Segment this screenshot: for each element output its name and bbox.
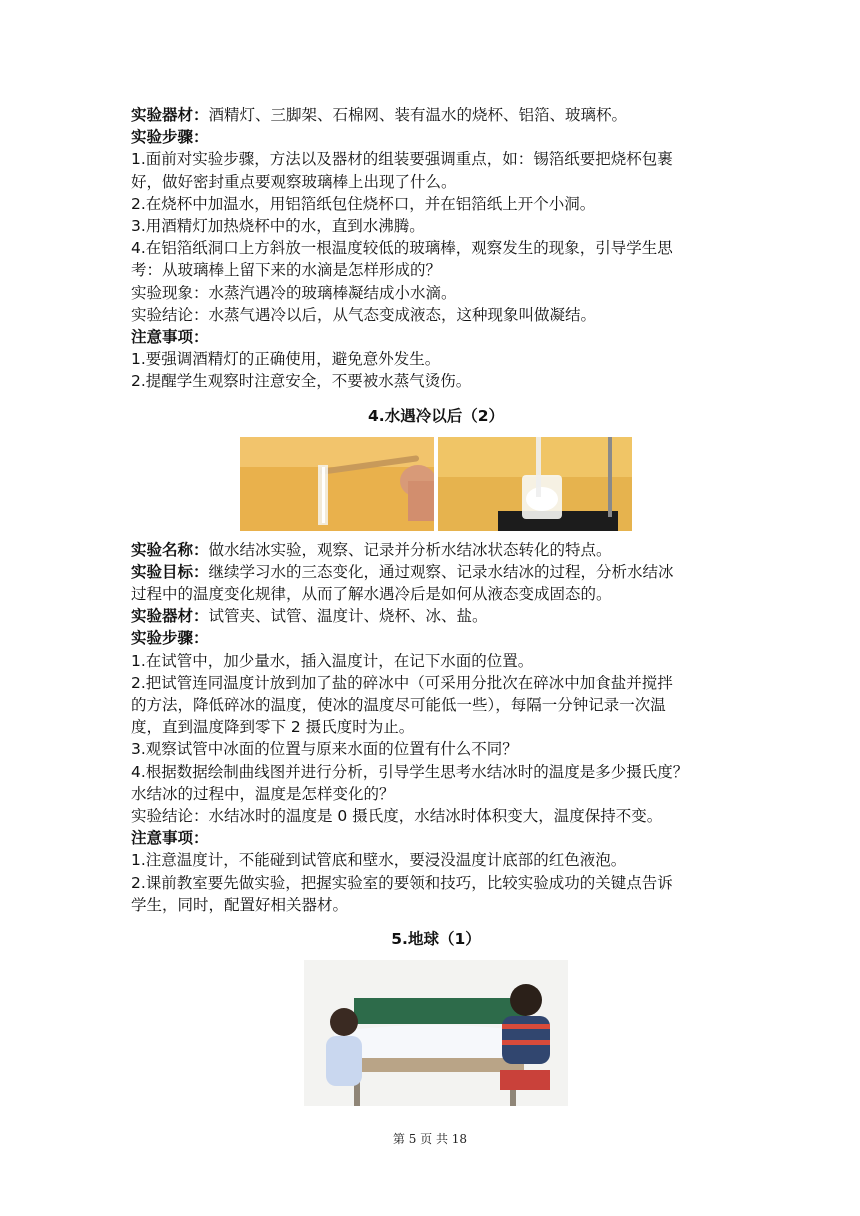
equipment-label: 实验器材：: [131, 106, 209, 124]
test-tube-photo: [240, 437, 434, 531]
step-line: 4.在铝箔纸洞口上方斜放一根温度较低的玻璃棒，观察发生的现象，引导学生思: [131, 239, 673, 258]
note-line: 学生，同时，配置好相关器材。: [131, 895, 349, 914]
step-line: 1.在试管中，加少量水，插入温度计，在记下水面的位置。: [131, 651, 534, 670]
goal-text: 继续学习水的三态变化，通过观察、记录水结冰的过程，分析水结冰: [208, 562, 674, 581]
section-title: 5.地球（1）: [391, 930, 481, 949]
conclusion-line: 实验结论：水结冰时的温度是 0 摄氏度，水结冰时体积变大，温度保持不变。: [131, 807, 663, 826]
photo-row: [131, 437, 741, 531]
equipment-line: [131, 104, 741, 126]
beaker-photo: [438, 437, 632, 531]
page-footer: 第 5 页 共 18: [392, 1132, 468, 1146]
step-line: 2.在烧杯中加温水，用铝箔纸包住烧杯口，并在铝箔纸上开个小洞。: [131, 194, 596, 213]
step-line: 4.根据数据绘制曲线图并进行分析，引导学生思考水结冰时的温度是多少摄氏度？: [131, 762, 689, 781]
step-line: 2.把试管连同温度计放到加了盐的碎冰中（可采用分批次在碎冰中加食盐并搅拌: [131, 673, 673, 692]
step-line: 3.观察试管中冰面的位置与原来水面的位置有什么不同？: [131, 740, 518, 759]
conclusion-line: 实验结论：水蒸气遇冷以后，从气态变成液态，这种现象叫做凝结。: [131, 305, 597, 324]
note-line: 2.提醒学生观察时注意安全，不要被水蒸气烫伤。: [131, 372, 472, 391]
phenomenon-line: 实验现象：水蒸汽遇冷的玻璃棒凝结成小水滴。: [131, 283, 457, 302]
earth-model-photo: [304, 960, 568, 1106]
section-title: 4.水遇冷以后（2）: [368, 406, 504, 425]
note-line: 1.注意温度计，不能碰到试管底和壁水，要浸没温度计底部的红色液泡。: [131, 851, 627, 870]
experiment-name-text: 做水结冰实验，观察、记录并分析水结冰状态转化的特点。: [208, 540, 612, 559]
goal-line-cont: 过程中的温度变化规律，从而了解水遇冷后是如何从液态变成固态的。: [131, 585, 612, 604]
page-content: [131, 104, 741, 1114]
step-line: 3.用酒精灯加热烧杯中的水，直到水沸腾。: [131, 217, 425, 236]
goal-line: [131, 561, 741, 583]
step-line: 好，做好密封重点要观察玻璃棒上出现了什么。: [131, 172, 457, 191]
step-line: 水结冰的过程中，温度是怎样变化的？: [131, 784, 395, 803]
equipment-line: [131, 605, 741, 627]
equipment-text: 试管夹、试管、温度计、烧杯、冰、盐。: [208, 607, 488, 626]
goal-label: 实验目标：: [131, 562, 209, 581]
experiment-name-label: 实验名称：: [131, 540, 209, 559]
experiment-name-line: [131, 539, 741, 561]
notes-label: 注意事项：: [131, 328, 209, 347]
step-line: 的方法，降低碎冰的温度，使冰的温度尽可能低一些），每隔一分钟记录一次温: [131, 696, 666, 715]
equipment-text: 酒精灯、三脚架、石棉网、装有温水的烧杯、铝箔、玻璃杯。: [208, 106, 628, 124]
step-line: 1.面前对实验步骤，方法以及器材的组装要强调重点，如：锡箔纸要把烧杯包裹: [131, 150, 673, 169]
step-line: 考：从玻璃棒上留下来的水滴是怎样形成的？: [131, 261, 442, 280]
steps-label: 实验步骤：: [131, 128, 209, 147]
photo-row: [131, 960, 741, 1106]
steps-label: 实验步骤：: [131, 629, 209, 648]
equipment-label: 实验器材：: [131, 607, 209, 626]
notes-label: 注意事项：: [131, 829, 209, 848]
note-line: 2.课前教室要先做实验，把握实验室的要领和技巧，比较实验成功的关键点告诉: [131, 873, 673, 892]
note-line: 1.要强调酒精灯的正确使用，避免意外发生。: [131, 350, 441, 369]
step-line: 度，直到温度降到零下 2 摄氏度时为止。: [131, 718, 415, 737]
